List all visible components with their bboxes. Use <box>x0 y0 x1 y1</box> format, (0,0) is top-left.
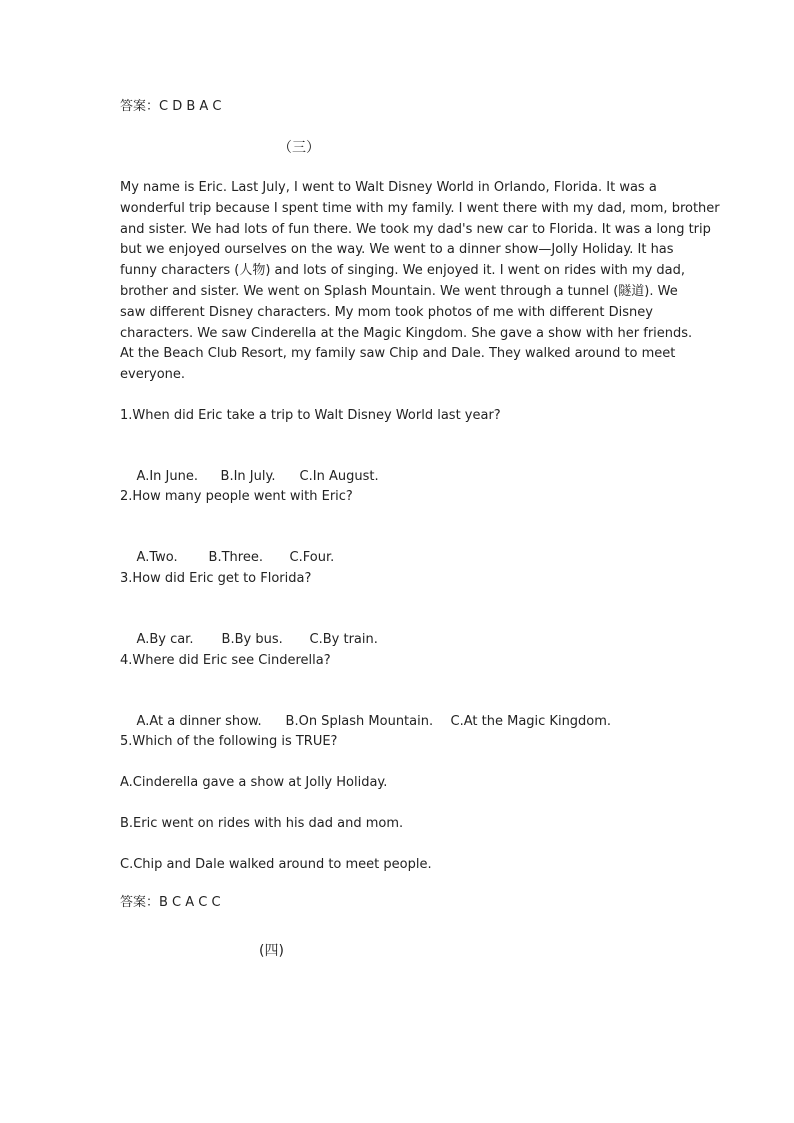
passage-line: everyone. <box>120 367 186 383</box>
option-c: C.At the Magic Kingdom. <box>450 714 612 729</box>
passage-line: At the Beach Club Resort, my family saw Chip and Dale. They walked around to meet <box>120 346 676 362</box>
answer-key-2: 答案：B C A C C <box>120 895 221 910</box>
answer-key-1: 答案：C D B A C <box>120 99 222 114</box>
option-c: C.Chip and Dale walked around to meet people. <box>120 857 432 872</box>
passage-line: saw different Disney characters. My mom took photos of me with different Disney <box>120 304 653 320</box>
option-b: B.By bus. <box>221 632 283 647</box>
question-2: 2.How many people went with Eric? <box>120 489 353 504</box>
passage-line: My name is Eric. Last July, I went to Walt Disney World in Orlando, Florida. It was a <box>120 180 657 195</box>
section-heading-3: （三） <box>278 140 320 156</box>
option-a: A.Cinderella gave a show at Jolly Holiday. <box>120 775 388 790</box>
passage-line: wonderful trip because I spent time with my family. I went there with my dad, mom, brother <box>120 200 720 216</box>
question-5: 5.Which of the following is TRUE? <box>120 734 338 749</box>
option-c: C.In August. <box>299 469 379 484</box>
question-3: 3.How did Eric get to Florida? <box>120 571 312 586</box>
option-c: C.By train. <box>309 632 378 647</box>
passage-line: brother and sister. We went on Splash Mountain. We went through a tunnel (隧道). We <box>120 283 678 299</box>
option-a: A.At a dinner show. <box>136 714 262 729</box>
question-4: 4.Where did Eric see Cinderella? <box>120 653 331 668</box>
option-b: B.Three. <box>208 550 263 565</box>
option-a: A.By car. <box>136 632 194 647</box>
option-b: B.On Splash Mountain. <box>285 714 434 729</box>
option-a: A.In June. <box>136 469 198 484</box>
option-a: A.Two. <box>136 550 178 565</box>
passage-line: and sister. We had lots of fun there. We took my dad's new car to Florida. It was a long trip <box>120 221 711 237</box>
option-b: B.In July. <box>220 469 276 484</box>
passage-line: characters. We saw Cinderella at the Magic Kingdom. She gave a show with her friends. <box>120 325 693 341</box>
option-b: B.Eric went on rides with his dad and mom. <box>120 816 404 831</box>
passage-line: funny characters (人物) and lots of singing. We enjoyed it. I went on rides with my dad, <box>120 263 685 279</box>
passage-line: but we enjoyed ourselves on the way. We went to a dinner show—Jolly Holiday. It has <box>120 242 674 258</box>
reading-passage <box>120 178 720 386</box>
section-heading-4: (四) <box>259 943 284 959</box>
option-c: C.Four. <box>289 550 335 565</box>
question-1: 1.When did Eric take a trip to Walt Disney World last year? <box>120 408 501 423</box>
